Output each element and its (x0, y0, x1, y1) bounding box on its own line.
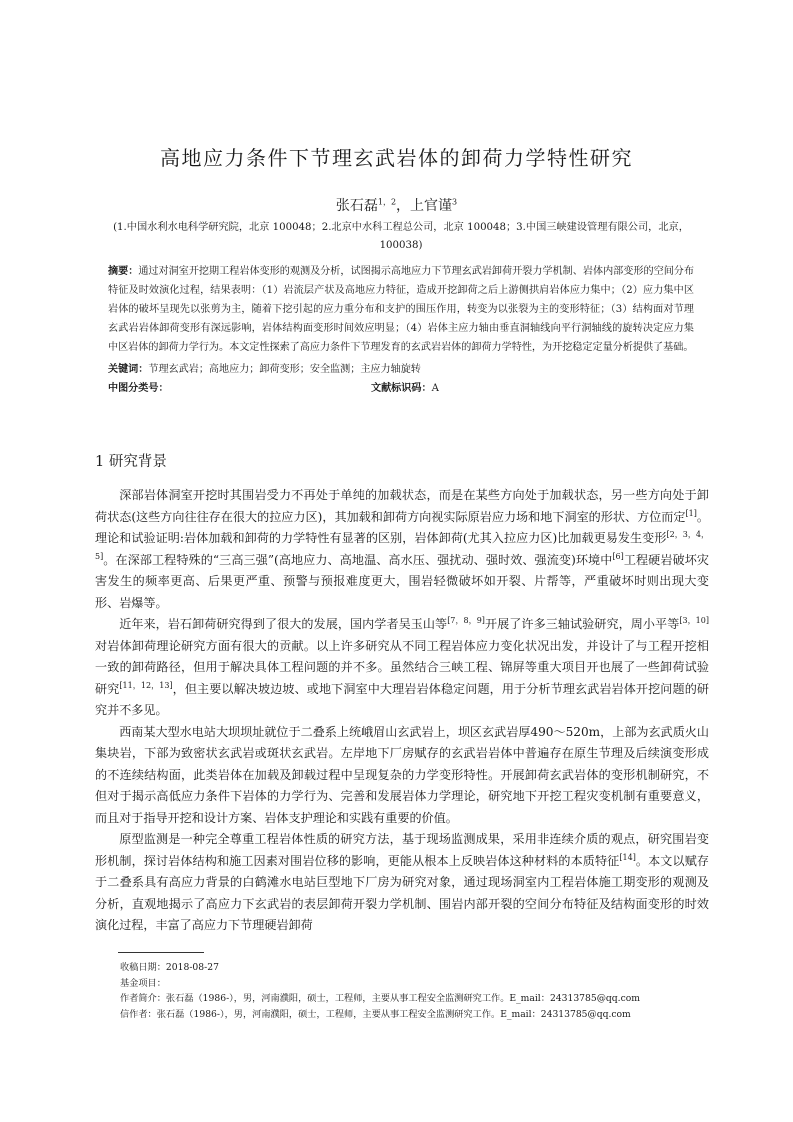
document-code (371, 379, 439, 398)
p4-text-a: 原型监测是一种完全尊重工程岩体性质的研究方法，基于现场监测成果，采用非连续介质的观点，研究围岩变形机制，探讨岩体结构和施工因素对围岩位移的影响，更能从根本上反映岩体这种材料的本质特征 (95, 832, 709, 868)
abstract-label: 摘要： (108, 266, 139, 277)
footnote-fund: 基金项目： (120, 977, 166, 989)
keywords-label: 关键词： (108, 364, 149, 375)
p1-text-b: 。理论和试验证明:岩体加载和卸荷的力学特性有显著的区别，岩体卸荷(尤其入拉应力区)比加载更易发生变形 (95, 509, 709, 545)
author-line (0, 195, 793, 215)
p2-text-d: ，但主要以解决坡边坡、或地下洞室中大理岩岩体稳定问题，用于分析节理玄武岩岩体开挖问题的研究并不多见。 (95, 681, 709, 717)
author-2: 上官谨 (410, 198, 453, 214)
affiliations: (1.中国水利水电科学研究院，北京 100048；2.北京中水科工程总公司，北京 100048；3.中国三峡建设管理有限公司，北京，100038) (113, 222, 689, 251)
p4-text-b: 。本文以赋存于二叠系具有高应力背景的白鹤滩水电站巨型地下厂房为研究对象，通过现场洞室内工程岩体施工期变形的观测及分析，直观地揭示了高应力下玄武岩的表层卸荷开裂力学机制、围岩内部开裂的空间分布特征及结构面变形的时效演化过程，丰富了高应力下节理硬岩卸荷 (95, 853, 709, 932)
citation-ref: [2，3，4，5] (95, 529, 710, 561)
footnotes (120, 960, 720, 1022)
citation-ref: [14] (619, 852, 636, 862)
clc-label: 中图分类号： (108, 383, 169, 394)
abstract-text: 通过对洞室开挖期工程岩体变形的观测及分析，试图揭示高地应力下节理玄武岩卸荷开裂力学机制、岩体内部变形的空间分布特征及时效演化过程，结果表明：（1）岩流层产状及高地应力特征，造成开挖卸荷之后上游侧拱肩岩体应力集中；（2）应力集中区岩体的破坏呈现先以张剪为主，随着下挖引起的应力重分布和支护的围压作用，转变为以张裂为主的变形特征；（3）结构面对节理玄武岩岩体卸荷变形有深远影响，岩体结构面变形时间效应明显；（4）岩体主应力轴由垂直洞轴线向平行洞轴线的旋转决定应力集中区岩体的卸荷力学行为。本文定性探索了高应力条件下节理发育的玄武岩岩体的卸荷力学特性，为开挖稳定定量分析提供了基础。 (108, 266, 694, 353)
paragraph-2 (95, 614, 709, 722)
footnote-corresponding-bio: 信作者：张石磊（1986-），男，河南濮阳，硕士，工程师，主要从事工程安全监测研究工作。E_mail：24313785@qq.com (120, 1008, 631, 1020)
paragraph-4 (95, 829, 709, 937)
p2-text-b: 开展了许多三轴试验研究，周小平等 (484, 617, 680, 631)
p2-text-a: 近年来，岩石卸荷研究得到了很大的发展，国内学者吴玉山等 (119, 617, 448, 631)
p2-text-c: 对岩体卸荷理论研究方面有很大的贡献。以上许多研究从不同工程岩体应力变化状况出发，并设计了与工程开挖相一致的卸荷路径，但用于解决具体工程问题的并不多。虽然结合三峡工程、锦屏等重大项目开也展了一些卸荷试验研究 (95, 638, 709, 696)
citation-ref: [3，10] (679, 615, 709, 625)
p1-text-c: 。在深部工程特殊的“三高三强”(高地应力、高地温、高水压、强扰动、强时效、强流变)环境中 (103, 552, 613, 567)
footnote-divider (118, 952, 204, 953)
paragraph-3: 西南某大型水电站大坝坝址就位于二叠系上统峨眉山玄武岩上，坝区玄武岩厚490～520m，上部为玄武质火山集块岩，下部为致密状玄武岩或斑状玄武岩。左岸地下厂房赋存的玄武岩岩体中普遍存在原生节理及后续演变形成的不连续结构面，此类岩体在加载及卸载过程中呈现复杂的力学变形特性。开展卸荷玄武岩体的变形机制研究，不但对于揭示高低应力条件下岩体的力学行为、完善和发展岩体力学理论，研究地下开挖工程灾变机制有重要意义，而且对于指导开挖和设计方案、岩体支护理论和实践有重要的价值。 (95, 724, 709, 825)
author-1-affil-sup: 1，2 (377, 197, 397, 207)
author-1: 张石磊 (335, 198, 378, 214)
author-2-affil-sup: 3 (452, 197, 458, 207)
citation-ref: [6] (612, 551, 624, 561)
section-heading: 1 研究背景 (95, 454, 167, 470)
abstract (108, 262, 694, 357)
paper-title: 高地应力条件下节理玄武岩体的卸荷力学特性研究 (160, 146, 633, 170)
classification-line (108, 379, 694, 398)
p1-text-d: 工程硬岩破坏灾害发生的频率更高、后果更严重、预警与预报难度更大，围岩轻微破坏如开裂、片帮等，严重破坏时则出现大变形、岩爆等。 (95, 552, 709, 610)
keywords (108, 360, 694, 379)
p1-text-a: 深部岩体洞室开挖时其围岩受力不再处于单纯的加载状态，而是在某些方向处于加载状态，另一些方向处于卸荷状态(这些方向往往存在很大的拉应力区)，其加载和卸荷方向视实际原岩应力场和地下洞室的形状、方位而定 (95, 488, 709, 524)
citation-ref: [11，12，13] (119, 680, 173, 690)
citation-ref: [7，8，9] (447, 615, 485, 625)
citation-ref: [1] (685, 508, 697, 518)
keywords-text: 节理玄武岩；高地应力；卸荷变形；安全监测；主应力轴旋转 (148, 364, 421, 375)
doc-code-value: A (431, 383, 439, 394)
paragraph-1 (95, 485, 709, 614)
author-separator: ， (396, 198, 411, 214)
footnote-received: 收稿日期：2018-08-27 (120, 962, 219, 973)
doc-code-label: 文献标识码： (371, 383, 432, 394)
body-text (95, 485, 709, 937)
footnote-author-bio: 作者简介：张石磊（1986-），男，河南濮阳，硕士，工程师，主要从事工程安全监测研究工作。E_mail：24313785@qq.com (120, 993, 640, 1004)
